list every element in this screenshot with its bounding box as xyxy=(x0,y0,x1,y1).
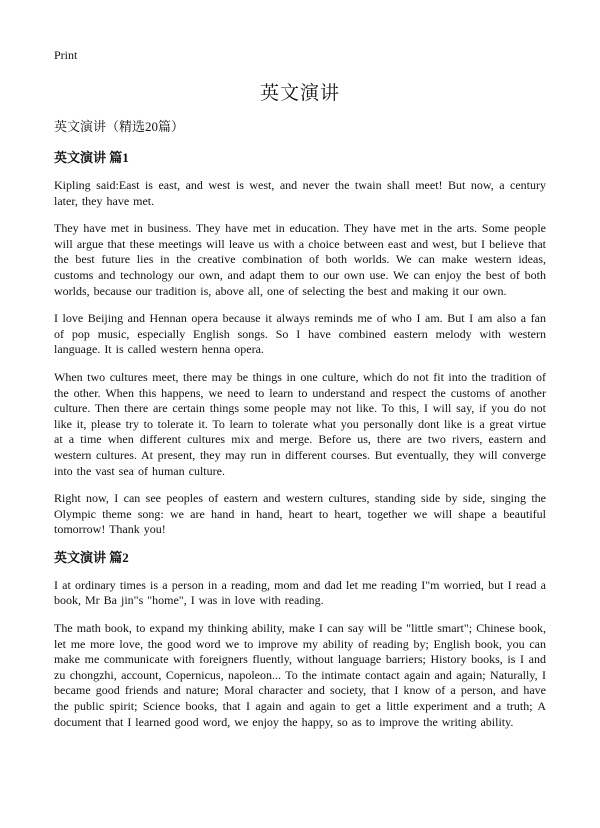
section-heading: 英文演讲 篇2 xyxy=(54,549,129,565)
print-link[interactable]: Print xyxy=(54,48,78,62)
paragraph: They have met in business. They have met in education. They have met in the arts. Some people will argue that these meetings will leave us with a choice between east and west, but I believe that the best future lies in the creative combination of both worlds. We can make western ideas, customs and technology our own, and adapt them to our own use. We can enjoy the best of both worlds, because our tradition is, above all, one of selecting the best and making it our own. xyxy=(54,221,546,298)
paragraph: When two cultures meet, there may be things in one culture, which do not fit into the tradition of the other. When this happens, we need to learn to understand and respect the customs of another culture. Then there are certain things some people may not like. To this, I will say, if you do not like it, please try to tolerate it. To learn to tolerate what you personally dont like is a great virtue at a time when different cultures mix and merge. Before us, there are two rivers, eastern and western cultures. At present, they may run in different courses. But eventually, they will converge into the vast sea of human culture. xyxy=(54,369,546,478)
section-heading: 英文演讲 篇1 xyxy=(54,150,129,165)
page-title: 英文演讲 xyxy=(259,83,340,104)
paragraph: The math book, to expand my thinking ability, make I can say will be "little smart"; Chinese book, let me more love, the good word we to improve my ability of reading by; English book, you can make me communicate with foreigners fluently, without language barriers; History books, is I and zu chongzhi, account, Copernicus, napoleon... To the intimate contact again and again; Naturally, I became good friends and nature; Moral character and society, that I know of a person, and have the public spirit; Science books, that I again and again to get a little experiment and a truth; A document that I learned good word, we enjoy the happy, so as to improve the writing ability. xyxy=(54,621,546,729)
paragraph: Right now, I can see peoples of eastern and western cultures, standing side by side, singing the Olympic theme song: we are hand in hand, heart to heart, together we will shape a beautiful tomorrow! Thank you! xyxy=(54,491,546,537)
section-1 xyxy=(54,150,546,538)
section-2 xyxy=(54,550,546,730)
paragraph: Kipling said:East is east, and west is west, and never the twain shall meet! But now, a century later, they have met. xyxy=(54,178,546,208)
document-subtitle: 英文演讲（精选20篇） xyxy=(54,119,185,134)
paragraph: I at ordinary times is a person in a reading, mom and dad let me reading I"m worried, but I read a book, Mr Ba jin"s "home", I was in love with reading. xyxy=(54,577,546,608)
paragraph: I love Beijing and Hennan opera because it always reminds me of who I am. But I am also a fan of pop music, especially English songs. So I have combined eastern melody with western language. It is called western henna opera. xyxy=(54,311,546,357)
